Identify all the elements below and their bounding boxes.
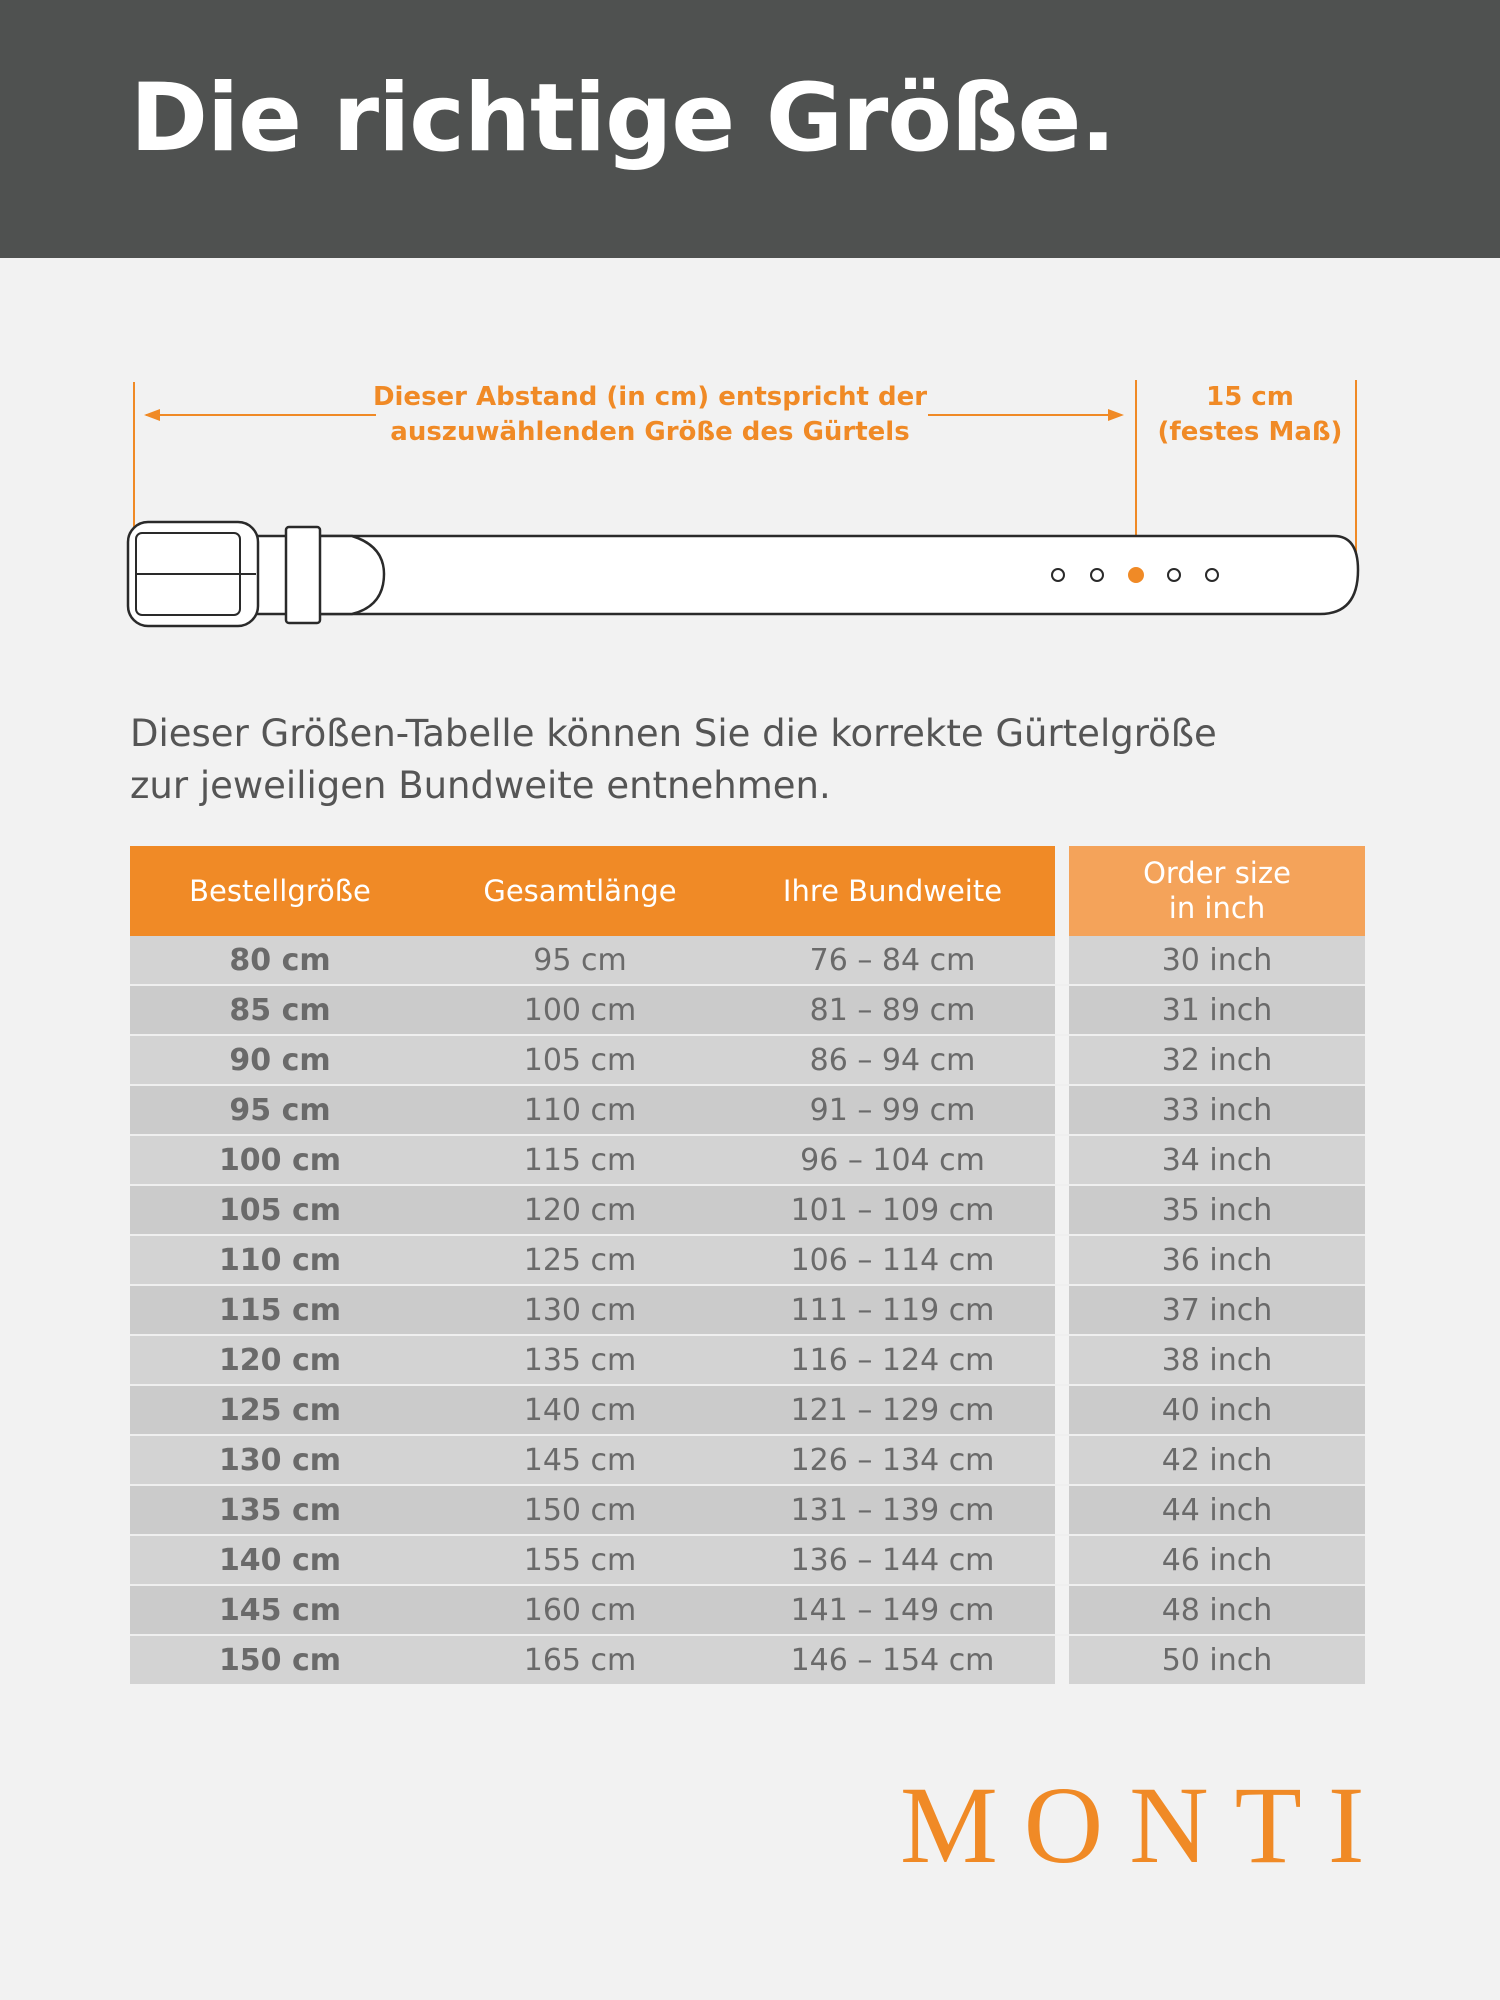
cell-waist: 126 – 134 cm [730,1436,1055,1486]
column-gap [1055,1586,1069,1636]
cell-order-inch: 48 inch [1069,1586,1365,1636]
cell-order-inch: 33 inch [1069,1086,1365,1136]
cell-order-size: 100 cm [130,1136,430,1186]
belt-hole-icon [1206,569,1218,581]
cell-total-length: 125 cm [430,1236,730,1286]
column-gap [1055,846,1069,936]
column-gap [1055,986,1069,1036]
table-row [130,1336,1365,1386]
distance-label [372,380,928,450]
cell-order-size: 135 cm [130,1486,430,1536]
cell-order-inch: 44 inch [1069,1486,1365,1536]
page-title: Die richtige Größe. [130,64,1116,173]
cell-waist: 76 – 84 cm [730,936,1055,986]
cell-total-length: 115 cm [430,1136,730,1186]
intro-text [130,708,1430,812]
cell-total-length: 105 cm [430,1036,730,1086]
belt-strap [318,536,1358,614]
column-gap [1055,1086,1069,1136]
header-total-length: Gesamtlänge [430,846,730,936]
intro-line2: zur jeweiligen Bundweite entnehmen. [130,764,831,807]
cell-total-length: 95 cm [430,936,730,986]
distance-label-line2: auszuwählenden Größe des Gürtels [390,417,910,447]
cell-waist: 111 – 119 cm [730,1286,1055,1336]
distance-label-line1: Dieser Abstand (in cm) entspricht der [372,382,928,412]
column-gap [1055,1436,1069,1486]
cell-order-inch: 35 inch [1069,1186,1365,1236]
cell-total-length: 155 cm [430,1536,730,1586]
cell-order-size: 130 cm [130,1436,430,1486]
cell-total-length: 135 cm [430,1336,730,1386]
belt-hole-icon [1091,569,1103,581]
cell-order-inch: 50 inch [1069,1636,1365,1684]
cell-waist: 131 – 139 cm [730,1486,1055,1536]
column-gap [1055,1186,1069,1236]
cell-order-size: 115 cm [130,1286,430,1336]
cell-order-size: 90 cm [130,1036,430,1086]
table-row [130,936,1365,986]
cell-order-inch: 32 inch [1069,1036,1365,1086]
fixed-length-label [1150,380,1350,450]
cell-total-length: 160 cm [430,1586,730,1636]
table-row [130,1236,1365,1286]
cell-waist: 101 – 109 cm [730,1186,1055,1236]
cell-order-inch: 36 inch [1069,1236,1365,1286]
belt-diagram [0,360,1500,640]
column-gap [1055,1536,1069,1586]
cell-order-size: 85 cm [130,986,430,1036]
cell-order-size: 95 cm [130,1086,430,1136]
cell-order-size: 125 cm [130,1386,430,1436]
table-row [130,1286,1365,1336]
cell-total-length: 120 cm [430,1186,730,1236]
cell-order-size: 150 cm [130,1636,430,1684]
table-row [130,1186,1365,1236]
cell-waist: 86 – 94 cm [730,1036,1055,1086]
header-waist: Ihre Bundweite [730,846,1055,936]
table-header-row [130,846,1365,936]
column-gap [1055,936,1069,986]
table-row [130,1486,1365,1536]
size-table-body [130,936,1365,1684]
belt-hole-selected-icon [1129,568,1143,582]
belt-loop-icon [286,527,320,623]
cell-order-size: 80 cm [130,936,430,986]
cell-order-inch: 34 inch [1069,1136,1365,1186]
belt-hole-icon [1052,569,1064,581]
header-order-inch [1069,846,1365,936]
belt-hole-icon [1168,569,1180,581]
cell-waist: 136 – 144 cm [730,1536,1055,1586]
table-row [130,1586,1365,1636]
cell-total-length: 110 cm [430,1086,730,1136]
cell-waist: 146 – 154 cm [730,1636,1055,1684]
page-header [0,0,1500,258]
cell-order-size: 110 cm [130,1236,430,1286]
cell-total-length: 150 cm [430,1486,730,1536]
table-row [130,986,1365,1036]
monti-logo: MONTI [900,1764,1391,1886]
cell-order-inch: 46 inch [1069,1536,1365,1586]
cell-order-inch: 40 inch [1069,1386,1365,1436]
table-row [130,1436,1365,1486]
table-row [130,1086,1365,1136]
cell-waist: 116 – 124 cm [730,1336,1055,1386]
cell-total-length: 140 cm [430,1386,730,1436]
column-gap [1055,1236,1069,1286]
cell-order-inch: 38 inch [1069,1336,1365,1386]
table-row [130,1386,1365,1436]
table-row [130,1536,1365,1586]
fixed-label-line2: (festes Maß) [1157,417,1343,447]
cell-order-inch: 37 inch [1069,1286,1365,1336]
column-gap [1055,1286,1069,1336]
column-gap [1055,1036,1069,1086]
size-table [130,846,1365,1684]
header-order-size: Bestellgröße [130,846,430,936]
cell-order-size: 120 cm [130,1336,430,1386]
table-row [130,1636,1365,1684]
cell-waist: 141 – 149 cm [730,1586,1055,1636]
header-order-inch-line1: Order size [1143,856,1291,890]
cell-total-length: 100 cm [430,986,730,1036]
column-gap [1055,1136,1069,1186]
cell-total-length: 145 cm [430,1436,730,1486]
cell-waist: 96 – 104 cm [730,1136,1055,1186]
cell-order-inch: 31 inch [1069,986,1365,1036]
intro-line1: Dieser Größen-Tabelle können Sie die korrekte Gürtelgröße [130,712,1217,755]
cell-total-length: 165 cm [430,1636,730,1684]
left-arrow-head-icon [144,409,160,421]
column-gap [1055,1486,1069,1536]
cell-waist: 121 – 129 cm [730,1386,1055,1436]
cell-waist: 81 – 89 cm [730,986,1055,1036]
fixed-label-line1: 15 cm [1206,382,1294,412]
column-gap [1055,1336,1069,1386]
header-order-inch-line2: in inch [1168,891,1266,925]
column-gap [1055,1386,1069,1436]
cell-order-inch: 42 inch [1069,1436,1365,1486]
cell-total-length: 130 cm [430,1286,730,1336]
right-arrow-head-icon [1108,409,1124,421]
column-gap [1055,1636,1069,1684]
cell-order-size: 140 cm [130,1536,430,1586]
cell-waist: 91 – 99 cm [730,1086,1055,1136]
cell-order-inch: 30 inch [1069,936,1365,986]
table-row [130,1136,1365,1186]
cell-waist: 106 – 114 cm [730,1236,1055,1286]
cell-order-size: 145 cm [130,1586,430,1636]
cell-order-size: 105 cm [130,1186,430,1236]
table-row [130,1036,1365,1086]
